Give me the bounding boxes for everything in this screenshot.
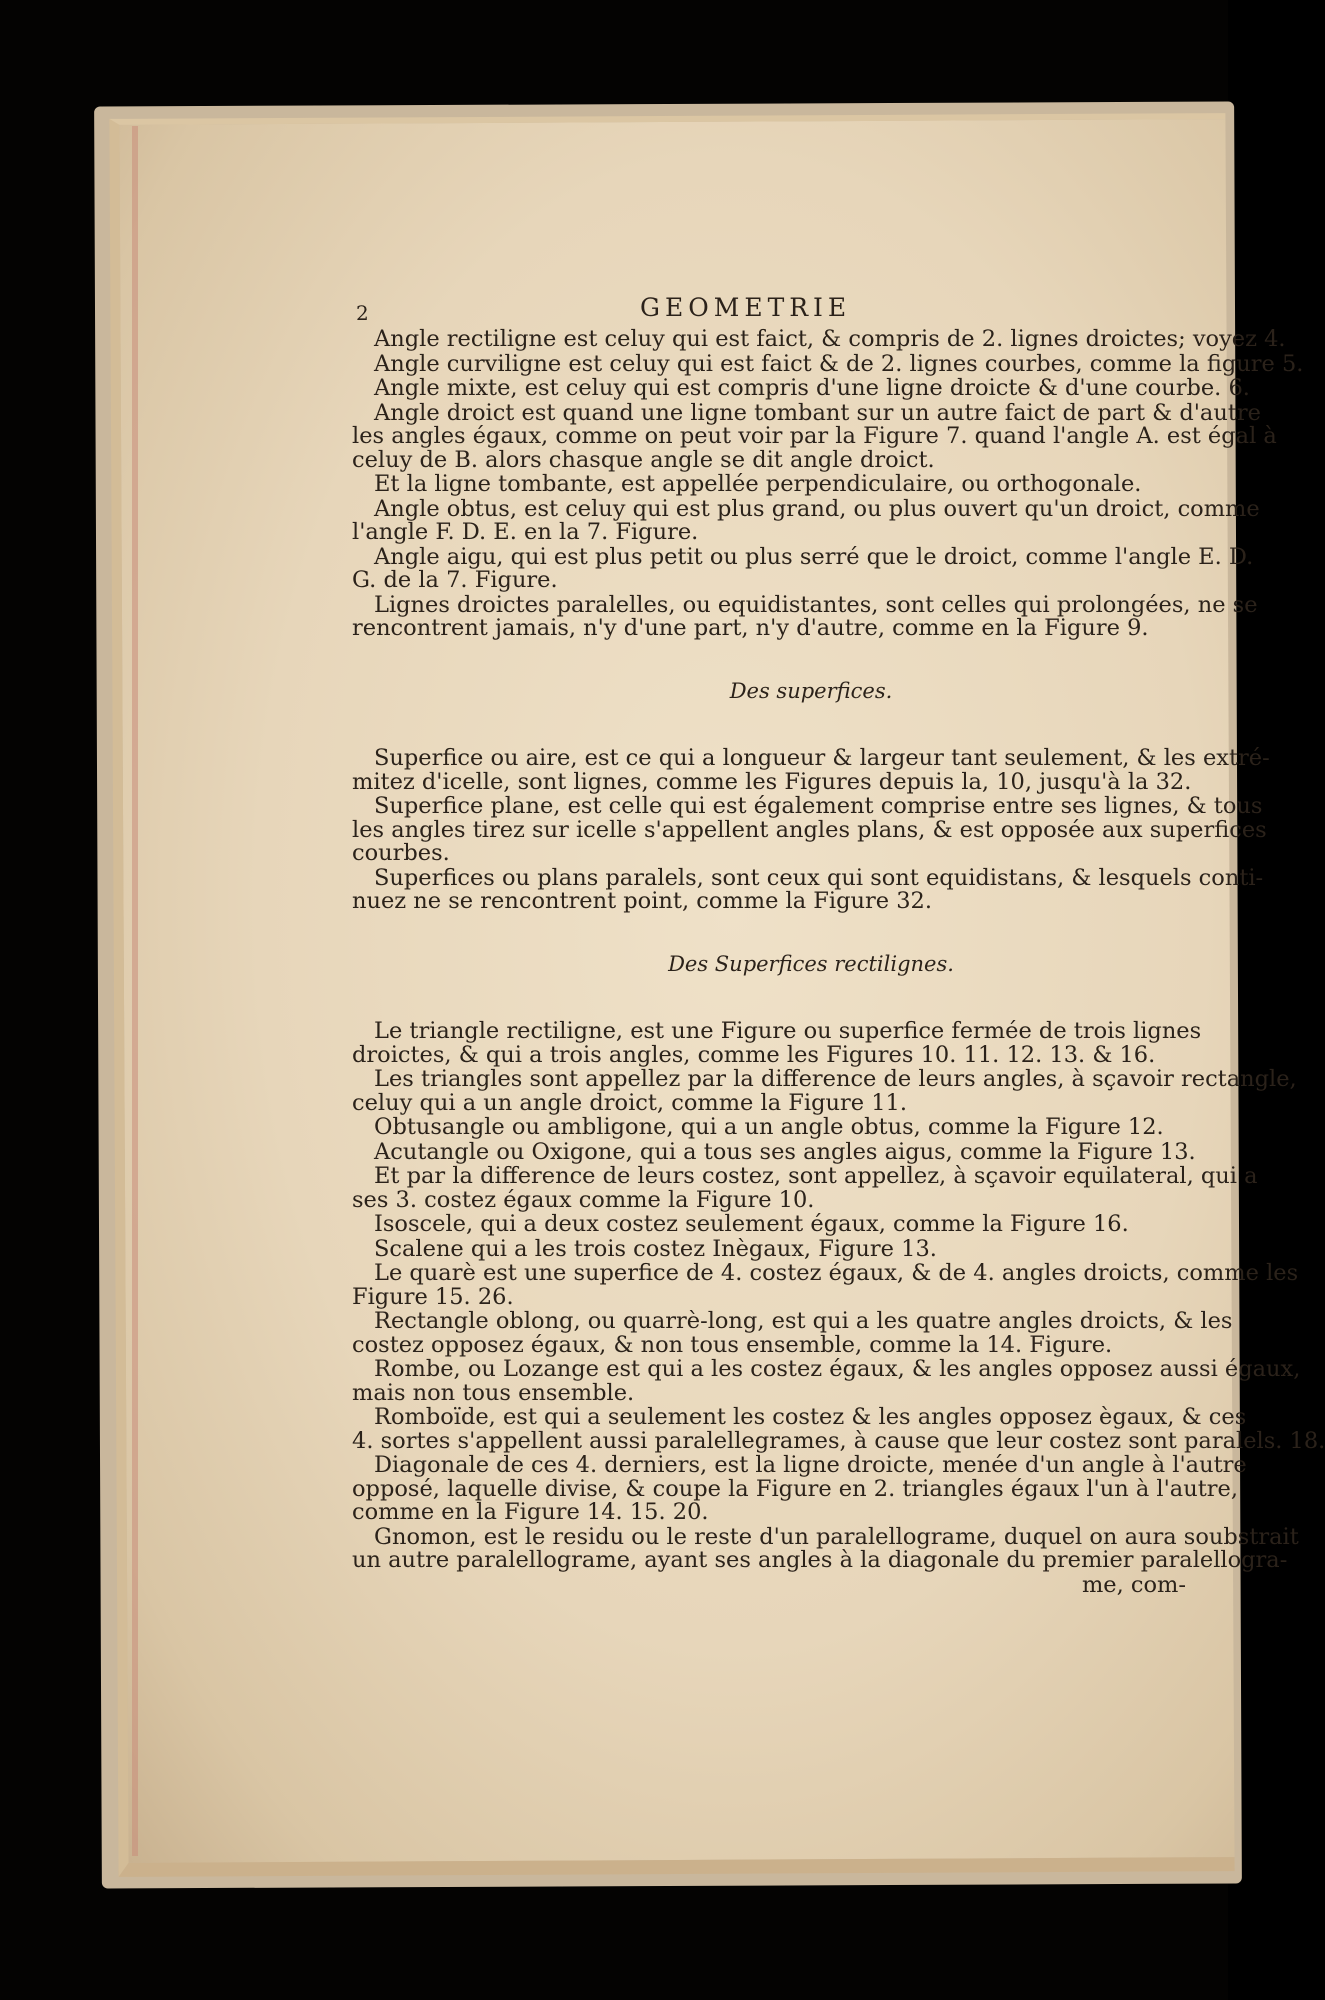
text-line: Scalene qui a les trois costez Inègaux, Figure 13. xyxy=(374,1235,937,1262)
paragraph xyxy=(236,864,1264,914)
paragraph xyxy=(236,1452,1247,1525)
paragraph xyxy=(236,1235,1186,1262)
paragraph xyxy=(236,591,1258,641)
text-line: costez opposez égaux, & non tous ensemble, comme la 14. Figure. xyxy=(352,1331,1113,1358)
paragraph xyxy=(236,1018,1202,1068)
paragraph xyxy=(236,473,1186,497)
paragraph xyxy=(236,1356,1301,1406)
text-line: ses 3. costez égaux comme la Figure 10. xyxy=(352,1186,815,1213)
text-line: Superfice plane, est celle qui est également comprise entre ses lignes, & tous xyxy=(374,793,1263,819)
text-line: Angle rectiligne est celuy qui est faict, & compris de 2. lignes droictes; voyez 4. xyxy=(374,326,1286,352)
text-line: Diagonale de ces 4. derniers, est la ligne droicte, menée d'un angle à l'autre xyxy=(374,1452,1247,1478)
paragraph xyxy=(236,495,1260,545)
text-line: comme en la Figure 14. 15. 20. xyxy=(352,1499,709,1525)
text-line: mais non tous ensemble. xyxy=(352,1379,635,1406)
text-line: droictes, & qui a trois angles, comme les Figures 10. 11. 12. 13. & 16. xyxy=(352,1041,1156,1068)
text-line: Gnomon, est le residu ou le reste d'un paralellograme, duquel on aura soubstrait xyxy=(374,1523,1299,1550)
paragraph-group-rectilignes xyxy=(236,1018,1325,1573)
text-line: Superfice ou aire, est ce qui a longueur & largeur tant seulement, & les extré- xyxy=(374,745,1270,771)
paragraph xyxy=(236,1163,1258,1213)
paragraph xyxy=(236,1308,1233,1358)
text-line: Les triangles sont appellez par la difference de leurs angles, à sçavoir rectangle, xyxy=(374,1066,1297,1092)
paragraph xyxy=(236,326,1286,352)
paragraph xyxy=(236,1066,1297,1116)
section-title-superfices-rectilignes: Des Superfices rectilignes. xyxy=(668,951,954,976)
text-line: Et par la difference de leurs costez, sont appellez, à sçavoir equilateral, qui a xyxy=(374,1163,1258,1189)
paragraph xyxy=(236,1523,1299,1573)
text-line: G. de la 7. Figure. xyxy=(352,567,558,593)
page-number: 2 xyxy=(356,301,369,325)
text-line: nuez ne se rencontrent point, comme la Figure 32. xyxy=(352,888,933,914)
paragraph xyxy=(236,399,1277,473)
text-line: mitez d'icelle, sont lignes, comme les Figures depuis la, 10, jusqu'à la 32. xyxy=(352,768,1192,795)
text-line: l'angle F. D. E. en la 7. Figure. xyxy=(352,519,699,545)
text-line: Figure 15. 26. xyxy=(352,1283,514,1310)
text-line: rencontrent jamais, n'y d'une part, n'y d'autre, comme en la Figure 9. xyxy=(352,615,1149,641)
text-line: Superfices ou plans paralels, sont ceux qui sont equidistans, & lesquels conti- xyxy=(374,864,1264,891)
text-line: Le quarè est une superfice de 4. costez égaux, & de 4. angles droicts, comme les xyxy=(374,1260,1299,1286)
text-line: Obtusangle ou ambligone, qui a un angle obtus, comme la Figure 12. xyxy=(374,1114,1164,1140)
paragraph-group-superfices xyxy=(236,745,1270,914)
text-line: Isoscele, qui a deux costez seulement égaux, comme la Figure 16. xyxy=(374,1211,1129,1237)
text-line: les angles égaux, comme on peut voir par la Figure 7. quand l'angle A. est égal à xyxy=(352,423,1277,449)
text-line: celuy qui a un angle droict, comme la Figure 11. xyxy=(352,1089,907,1116)
page-text xyxy=(236,293,1325,1598)
paragraph xyxy=(236,543,1254,593)
text-line: 4. sortes s'appellent aussi paralellegrames, à cause que leur costez sont paralels. 18. xyxy=(352,1427,1325,1454)
text-line: les angles tirez sur icelle s'appellent angles plans, & est opposée aux superfices xyxy=(352,816,1267,843)
text-line: Et la ligne tombante, est appellée perpendiculaire, ou orthogonale. xyxy=(374,471,1142,497)
text-line: opposé, laquelle divise, & coupe la Figure en 2. triangles égaux l'un à l'autre, xyxy=(352,1475,1238,1502)
text-line: Acutangle ou Oxigone, qui a tous ses angles aigus, comme la Figure 13. xyxy=(374,1138,1196,1165)
section-title-superfices: Des superfices. xyxy=(729,678,893,703)
paragraph xyxy=(236,793,1267,866)
text-line: un autre paralellograme, ayant ses angles à la diagonale du premier paralellogra- xyxy=(352,1547,1288,1573)
paragraph xyxy=(236,1404,1325,1454)
paragraph xyxy=(236,375,1250,401)
text-line: Angle obtus, est celuy qui est plus grand, ou plus ouvert qu'un droict, comme xyxy=(374,495,1260,522)
text-line: Angle aigu, qui est plus petit ou plus serré que le droict, comme l'angle E. D. xyxy=(374,543,1254,570)
text-line: Le triangle rectiligne, est une Figure ou superfice fermée de trois lignes xyxy=(374,1018,1202,1044)
text-line: Romboïde, est qui a seulement les costez & les angles opposez ègaux, & ces xyxy=(374,1404,1247,1430)
text-line: Rectangle oblong, ou quarrè-long, est qui a les quatre angles droicts, & les xyxy=(374,1308,1233,1334)
paragraph xyxy=(236,350,1304,377)
page-header xyxy=(236,293,1186,328)
text-line: Angle droict est quand une ligne tombant sur un autre faict de part & d'autre xyxy=(374,399,1261,426)
text-line: courbes. xyxy=(352,840,450,866)
text-line: Angle curviligne est celuy qui est faict & de 2. lignes courbes, comme la figure 5. xyxy=(374,350,1304,377)
text-line: Lignes droictes paralelles, ou equidistantes, sont celles qui prolongées, ne se xyxy=(374,591,1258,618)
paragraph-group-definitions-angles xyxy=(236,326,1304,641)
paragraph xyxy=(236,1138,1196,1165)
text-line: Angle mixte, est celuy qui est compris d'une ligne droicte & d'une courbe. 6. xyxy=(374,375,1250,401)
paragraph xyxy=(236,1213,1186,1237)
paragraph xyxy=(236,1116,1186,1140)
paragraph xyxy=(236,1260,1299,1310)
text-line: celuy de B. alors chasque angle se dit angle droict. xyxy=(352,446,935,473)
text-line: Rombe, ou Lozange est qui a les costez égaux, & les angles opposez aussi égaux, xyxy=(374,1356,1301,1382)
paragraph xyxy=(236,745,1270,795)
page-edge-stain xyxy=(132,126,138,1856)
catchword: me, com- xyxy=(1081,1571,1186,1598)
running-head: GEOMETRIE xyxy=(640,293,852,322)
